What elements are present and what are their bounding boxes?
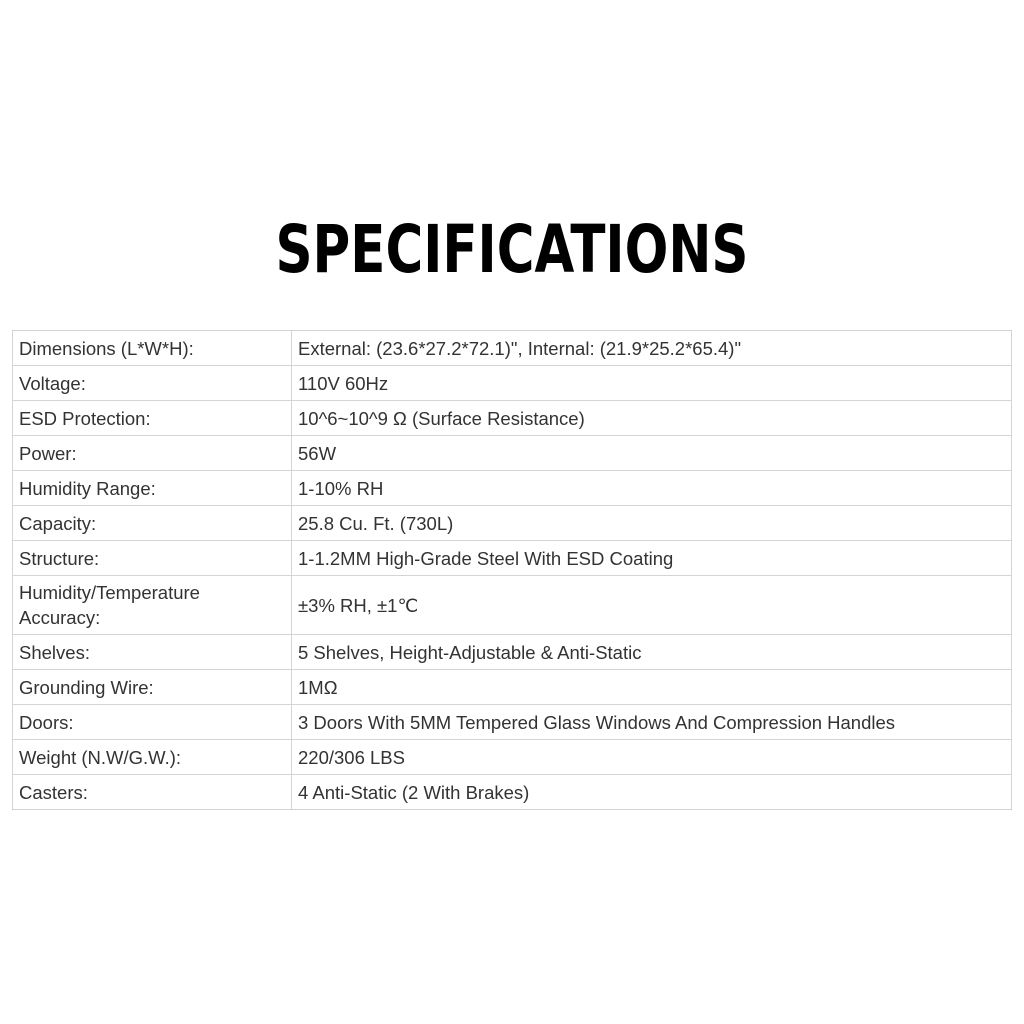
table-row <box>13 670 1012 705</box>
table-row <box>13 541 1012 576</box>
spec-value: 110V 60Hz <box>292 366 1012 401</box>
spec-label: Humidity Range: <box>13 471 292 506</box>
table-row <box>13 436 1012 471</box>
spec-value: 1-1.2MM High-Grade Steel With ESD Coating <box>292 541 1012 576</box>
spec-label: Capacity: <box>13 506 292 541</box>
table-row <box>13 401 1012 436</box>
table-row <box>13 331 1012 366</box>
table-row <box>13 506 1012 541</box>
spec-value: 3 Doors With 5MM Tempered Glass Windows And Compression Handles <box>292 705 1012 740</box>
spec-label: Power: <box>13 436 292 471</box>
spec-value: 56W <box>292 436 1012 471</box>
spec-label: Voltage: <box>13 366 292 401</box>
spec-label: Doors: <box>13 705 292 740</box>
table-row <box>13 635 1012 670</box>
table-row <box>13 576 1012 635</box>
spec-label: Grounding Wire: <box>13 670 292 705</box>
table-row <box>13 740 1012 775</box>
spec-value: 1MΩ <box>292 670 1012 705</box>
spec-value: 4 Anti-Static (2 With Brakes) <box>292 775 1012 810</box>
spec-value: External: (23.6*27.2*72.1)", Internal: (21.9*25.2*65.4)" <box>292 331 1012 366</box>
spec-label: Weight (N.W/G.W.): <box>13 740 292 775</box>
specifications-table <box>12 330 1012 810</box>
spec-label: Dimensions (L*W*H): <box>13 331 292 366</box>
spec-label: ESD Protection: <box>13 401 292 436</box>
spec-value: 1-10% RH <box>292 471 1012 506</box>
spec-label: Shelves: <box>13 635 292 670</box>
table-row <box>13 366 1012 401</box>
spec-label: Humidity/Temperature Accuracy: <box>13 576 292 635</box>
table-row <box>13 705 1012 740</box>
spec-value: ±3% RH, ±1℃ <box>292 576 1012 635</box>
table-row <box>13 471 1012 506</box>
table-row <box>13 775 1012 810</box>
spec-value: 5 Shelves, Height-Adjustable & Anti-Static <box>292 635 1012 670</box>
spec-value: 25.8 Cu. Ft. (730L) <box>292 506 1012 541</box>
spec-value: 220/306 LBS <box>292 740 1012 775</box>
page-title: SPECIFICATIONS <box>275 211 749 288</box>
spec-label: Structure: <box>13 541 292 576</box>
spec-value: 10^6~10^9 Ω (Surface Resistance) <box>292 401 1012 436</box>
spec-label: Casters: <box>13 775 292 810</box>
